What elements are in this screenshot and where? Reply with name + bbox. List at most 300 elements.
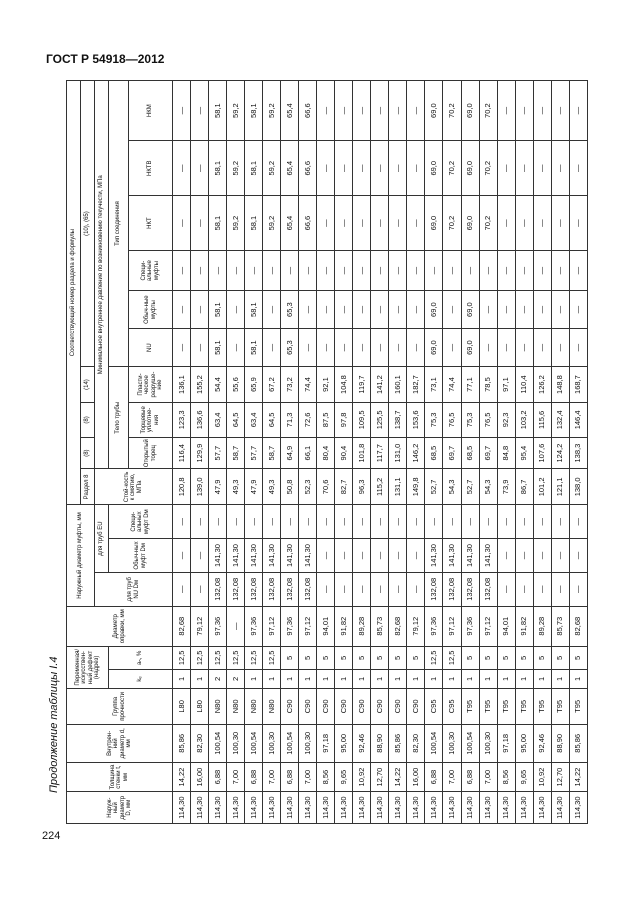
table-cell: 1 (389, 669, 407, 688)
table-cell: — (299, 291, 317, 329)
table-cell: 1 (461, 669, 479, 688)
col-coupling-dia: Наружный диаметр муфты, мм (67, 505, 95, 606)
table-cell: 94,01 (317, 606, 335, 646)
table-cell: — (317, 81, 335, 141)
table-cell: 114,30 (173, 792, 191, 824)
data-table (66, 80, 588, 824)
col-an: aₙ, % (109, 646, 173, 669)
table-cell: 89,28 (353, 606, 371, 646)
table-cell: — (533, 329, 551, 367)
table-cell: — (533, 572, 551, 606)
table-cell: T95 (533, 688, 551, 724)
table-cell: 95,4 (515, 437, 533, 469)
table-cell: 63,4 (245, 402, 263, 437)
table-cell: 58,1 (209, 329, 227, 367)
table-cell: 1 (533, 669, 551, 688)
table-cell: — (407, 291, 425, 329)
table-cell: C90 (335, 688, 353, 724)
table-cell: — (497, 141, 515, 196)
table-cell: 100,54 (461, 724, 479, 762)
table-cell: — (317, 141, 335, 196)
table-cell: 66,6 (299, 81, 317, 141)
table-cell: 69,7 (479, 437, 497, 469)
table-cell: C90 (299, 688, 317, 724)
table-row (515, 81, 533, 824)
table-cell: 146,2 (407, 437, 425, 469)
table-cell: 69,0 (425, 196, 443, 251)
table-cell: 132,08 (263, 572, 281, 606)
table-cell: 1 (173, 669, 191, 688)
table-cell: 82,68 (389, 606, 407, 646)
table-cell: 114,30 (209, 792, 227, 824)
table-cell: 58,1 (209, 141, 227, 196)
table-cell: 136,6 (191, 402, 209, 437)
table-cell: 132,08 (245, 572, 263, 606)
col-f8: (8) (81, 437, 95, 469)
table-cell: — (551, 81, 569, 141)
table-cell: 141,30 (263, 539, 281, 573)
table-cell: 114,30 (461, 792, 479, 824)
table-cell: — (263, 291, 281, 329)
table-cell: 82,68 (173, 606, 191, 646)
table-cell: 97,12 (263, 606, 281, 646)
table-cell: — (515, 539, 533, 573)
table-cell: N80 (227, 688, 245, 724)
table-cell: 64,5 (227, 402, 245, 437)
table-row (551, 81, 569, 824)
table-cell: 7,00 (443, 762, 461, 792)
table-cell: — (335, 81, 353, 141)
table-cell: C90 (317, 688, 335, 724)
table-cell: 9,65 (515, 762, 533, 792)
table-cell: — (497, 251, 515, 291)
table-cell: 71,3 (281, 402, 299, 437)
table-cell: 64,9 (281, 437, 299, 469)
table-cell: 52,3 (299, 469, 317, 505)
table-cell: 103,2 (515, 402, 533, 437)
table-row (389, 81, 407, 824)
table-cell: 97,36 (281, 606, 299, 646)
table-cell: — (263, 329, 281, 367)
table-cell: — (335, 291, 353, 329)
col-sec8: Раздел 8 (81, 469, 95, 505)
col-nkt: НКТ (129, 196, 173, 251)
col-drift: Диаметр оправки, мм (67, 606, 173, 646)
table-cell: 114,30 (335, 792, 353, 824)
table-cell: 6,88 (461, 762, 479, 792)
table-cell: 69,7 (443, 437, 461, 469)
table-cell: — (407, 572, 425, 606)
table-cell: 16,00 (191, 762, 209, 792)
table-cell: 85,86 (569, 724, 587, 762)
table-cell: T95 (569, 688, 587, 724)
table-cell: — (569, 539, 587, 573)
table-cell: 76,5 (443, 402, 461, 437)
table-cell: — (191, 141, 209, 196)
table-cell: — (443, 329, 461, 367)
table-cell: — (335, 141, 353, 196)
table-cell: 114,30 (551, 792, 569, 824)
table-cell: 69,0 (425, 329, 443, 367)
table-cell: 114,30 (317, 792, 335, 824)
col-eu-reg: Обыч-ных муфт Dм (109, 539, 173, 573)
table-cell: 5 (515, 646, 533, 669)
table-cell: — (569, 141, 587, 196)
table-cell: — (371, 291, 389, 329)
table-cell: — (533, 141, 551, 196)
table-cell: 131,0 (389, 437, 407, 469)
table-cell: — (515, 291, 533, 329)
table-cell: 59,2 (227, 81, 245, 141)
table-cell: 55,6 (227, 367, 245, 403)
table-cell: 115,6 (533, 402, 551, 437)
table-cell: — (191, 196, 209, 251)
table-cell: 70,2 (443, 81, 461, 141)
table-cell: 1 (425, 669, 443, 688)
table-cell: 116,4 (173, 437, 191, 469)
table-cell: 148,8 (551, 367, 569, 403)
table-cell: — (245, 505, 263, 539)
table-cell: C95 (425, 688, 443, 724)
table-cell: — (479, 329, 497, 367)
table-cell: 1 (281, 669, 299, 688)
table-cell: 97,1 (497, 367, 515, 403)
table-cell: 80,4 (317, 437, 335, 469)
table-cell: 132,08 (425, 572, 443, 606)
table-cell: — (389, 505, 407, 539)
table-cell: — (173, 291, 191, 329)
table-cell: 114,30 (227, 792, 245, 824)
table-cell: 6,88 (281, 762, 299, 792)
table-cell: — (371, 196, 389, 251)
table-cell: 138,7 (389, 402, 407, 437)
table-cell: — (479, 251, 497, 291)
table-cell: 12,5 (425, 646, 443, 669)
table-cell: 114,30 (479, 792, 497, 824)
table-cell: — (173, 251, 191, 291)
table-cell: — (389, 572, 407, 606)
table-cell: 8,56 (317, 762, 335, 792)
table-cell: 65,4 (281, 196, 299, 251)
table-cell: — (191, 291, 209, 329)
table-cell: 63,4 (209, 402, 227, 437)
table-cell: — (515, 81, 533, 141)
table-cell: — (299, 505, 317, 539)
table-cell: — (569, 251, 587, 291)
table-cell: — (173, 572, 191, 606)
table-cell: — (173, 141, 191, 196)
table-cell: 85,73 (551, 606, 569, 646)
table-cell: 132,08 (479, 572, 497, 606)
table-cell: 74,4 (299, 367, 317, 403)
table-cell: — (317, 505, 335, 539)
table-cell: — (317, 291, 335, 329)
table-cell: 132,08 (281, 572, 299, 606)
table-cell: — (263, 251, 281, 291)
table-cell: 73,2 (281, 367, 299, 403)
table-cell: — (533, 291, 551, 329)
col-nu: для труб NU Dм (95, 572, 173, 606)
table-cell: — (515, 572, 533, 606)
table-cell: — (353, 505, 371, 539)
col-defect: Переменная/ искусствен-ный дефект (надрез) (67, 646, 109, 688)
table-row (281, 81, 299, 824)
table-cell: 12,70 (551, 762, 569, 792)
table-cell: — (353, 141, 371, 196)
table-cell: — (191, 572, 209, 606)
table-cell: 82,68 (569, 606, 587, 646)
table-cell: 14,22 (569, 762, 587, 792)
table-cell: 146,4 (569, 402, 587, 437)
table-cell: 52,7 (461, 469, 479, 505)
table-cell: — (533, 196, 551, 251)
table-cell: 126,2 (533, 367, 551, 403)
table-cell: — (497, 291, 515, 329)
table-cell: 65,9 (245, 367, 263, 403)
table-cell: 92,3 (497, 402, 515, 437)
table-cell: — (551, 505, 569, 539)
table-cell: — (551, 251, 569, 291)
table-row (227, 81, 245, 824)
table-cell: 141,2 (371, 367, 389, 403)
col-pipe-body: Тело трубы (109, 367, 129, 469)
table-cell: 5 (551, 646, 569, 669)
col-inner-dia: Внутрен-ний диаметр d, мм (67, 724, 173, 762)
table-cell: — (173, 81, 191, 141)
table-cell: — (371, 505, 389, 539)
table-cell: — (335, 572, 353, 606)
table-cell: — (569, 81, 587, 141)
table-cell: 70,2 (479, 141, 497, 196)
table-row (245, 81, 263, 824)
table-cell: 132,08 (227, 572, 245, 606)
table-cell: 66,6 (299, 141, 317, 196)
table-cell: — (371, 572, 389, 606)
table-cell: 49,3 (227, 469, 245, 505)
table-cell: 1 (407, 669, 425, 688)
table-row (299, 81, 317, 824)
table-cell: 114,30 (497, 792, 515, 824)
table-cell: 1 (245, 669, 263, 688)
table-cell: 132,08 (461, 572, 479, 606)
table-cell: 12,70 (371, 762, 389, 792)
table-cell: 2 (227, 669, 245, 688)
table-cell: 58,1 (245, 81, 263, 141)
table-cell: 16,00 (407, 762, 425, 792)
table-cell: 69,0 (461, 291, 479, 329)
table-cell: — (173, 539, 191, 573)
table-cell: — (299, 251, 317, 291)
col-plastic: Пласти-ческое разруше-ние (129, 367, 173, 403)
table-cell: 138,0 (569, 469, 587, 505)
table-cell: 77,1 (461, 367, 479, 403)
col-nu-short: NU (129, 329, 173, 367)
table-cell: 66,6 (299, 196, 317, 251)
col-wall: Толщина стенки t, мм (67, 762, 173, 792)
table-cell: 97,8 (335, 402, 353, 437)
table-cell: 5 (335, 646, 353, 669)
table-cell: 101,8 (353, 437, 371, 469)
table-cell: — (335, 539, 353, 573)
table-cell: 100,54 (245, 724, 263, 762)
table-cell: — (461, 251, 479, 291)
col-f10: (10), (65) (81, 81, 95, 367)
table-row (191, 81, 209, 824)
table-cell: 66,1 (299, 437, 317, 469)
table-cell: 168,7 (569, 367, 587, 403)
table-cell: 131,1 (389, 469, 407, 505)
table-cell: 119,7 (353, 367, 371, 403)
page-header: ГОСТ Р 54918—2012 (46, 52, 165, 66)
table-cell: 7,00 (263, 762, 281, 792)
table-cell: — (533, 251, 551, 291)
table-cell: 97,12 (443, 606, 461, 646)
table-row (209, 81, 227, 824)
table-cell: 91,82 (335, 606, 353, 646)
table-cell: 72,6 (299, 402, 317, 437)
table-cell: 58,1 (245, 291, 263, 329)
table-cell: 10,92 (353, 762, 371, 792)
table-cell: 114,30 (245, 792, 263, 824)
table-cell: 78,5 (479, 367, 497, 403)
table-cell: 69,0 (425, 141, 443, 196)
table-cell: 5 (389, 646, 407, 669)
table-cell: 114,30 (407, 792, 425, 824)
table-cell: 1 (443, 669, 461, 688)
col-ke: kₑ (109, 669, 173, 688)
table-cell: 132,08 (299, 572, 317, 606)
table-cell: T95 (551, 688, 569, 724)
table-cell: — (191, 329, 209, 367)
table-cell: — (335, 251, 353, 291)
table-cell: 70,2 (443, 196, 461, 251)
table-cell: — (551, 329, 569, 367)
table-cell: 107,6 (533, 437, 551, 469)
table-cell: — (389, 196, 407, 251)
table-cell: 7,00 (227, 762, 245, 792)
table-cell: 100,54 (209, 724, 227, 762)
table-cell: — (227, 505, 245, 539)
table-cell: 100,54 (425, 724, 443, 762)
table-row (353, 81, 371, 824)
table-cell: 104,8 (335, 367, 353, 403)
table-cell: T95 (515, 688, 533, 724)
table-cell: 88,90 (551, 724, 569, 762)
table-body (173, 81, 588, 824)
table-cell: 54,3 (479, 469, 497, 505)
table-cell: — (353, 539, 371, 573)
table-cell: — (209, 505, 227, 539)
table-cell: C90 (407, 688, 425, 724)
table-cell: 75,3 (425, 402, 443, 437)
table-cell: 94,01 (497, 606, 515, 646)
table-cell: 1 (569, 669, 587, 688)
table-cell: 69,0 (461, 329, 479, 367)
table-cell: 73,1 (425, 367, 443, 403)
table-cell: — (173, 196, 191, 251)
table-cell: — (227, 251, 245, 291)
table-cell: 97,36 (209, 606, 227, 646)
table-cell: 124,2 (551, 437, 569, 469)
table-cell: T95 (479, 688, 497, 724)
table-cell: 10,92 (533, 762, 551, 792)
table-cell: — (191, 81, 209, 141)
table-cell: N80 (263, 688, 281, 724)
table-cell: 141,30 (227, 539, 245, 573)
table-cell: 58,7 (263, 437, 281, 469)
table-cell: 58,1 (209, 81, 227, 141)
table-cell: — (317, 196, 335, 251)
table-cell: C90 (353, 688, 371, 724)
table-cell: 114,30 (299, 792, 317, 824)
table-cell: 70,2 (479, 81, 497, 141)
table-cell: T95 (461, 688, 479, 724)
table-cell: 141,30 (443, 539, 461, 573)
table-cell: — (407, 329, 425, 367)
table-cell: 109,5 (353, 402, 371, 437)
table-cell: — (371, 251, 389, 291)
table-cell: 52,7 (425, 469, 443, 505)
table-cell: 1 (479, 669, 497, 688)
table-cell: 14,22 (173, 762, 191, 792)
table-cell: — (353, 196, 371, 251)
table-cell: 1 (263, 669, 281, 688)
table-cell: — (443, 251, 461, 291)
col-conn-type: Тип соединения (109, 81, 129, 367)
table-cell: 95,00 (335, 724, 353, 762)
table-cell: — (533, 81, 551, 141)
table-cell: — (335, 505, 353, 539)
table-cell: 69,0 (461, 196, 479, 251)
table-cell: 123,3 (173, 402, 191, 437)
table-row (317, 81, 335, 824)
col-f8b: (8) (81, 402, 95, 437)
table-cell: — (551, 539, 569, 573)
table-cell: 57,7 (209, 437, 227, 469)
table-cell: 79,12 (191, 606, 209, 646)
table-cell: 64,5 (263, 402, 281, 437)
table-cell: — (551, 572, 569, 606)
table-cell: 114,30 (263, 792, 281, 824)
table-cell: — (515, 251, 533, 291)
table-cell: 74,4 (443, 367, 461, 403)
table-cell: 114,30 (533, 792, 551, 824)
table-cell: 141,30 (425, 539, 443, 573)
table-cell: — (353, 291, 371, 329)
table-cell: — (389, 251, 407, 291)
table-cell: — (191, 505, 209, 539)
table-cell: 117,7 (371, 437, 389, 469)
table-cell: 129,9 (191, 437, 209, 469)
table-cell: — (479, 291, 497, 329)
table-cell: 92,1 (317, 367, 335, 403)
table-cell: — (497, 329, 515, 367)
table-cell: 69,0 (461, 81, 479, 141)
table-cell: 9,65 (335, 762, 353, 792)
table-cell: — (551, 141, 569, 196)
col-eu-spec: Специ-альных муфт Dм (109, 505, 173, 539)
table-cell: 69,0 (461, 141, 479, 196)
table-cell: — (371, 81, 389, 141)
table-cell: 101,2 (533, 469, 551, 505)
table-cell: C95 (443, 688, 461, 724)
table-cell: — (353, 329, 371, 367)
table-cell: 92,46 (353, 724, 371, 762)
col-eu-spec2: Специ-альные муфты (129, 251, 173, 291)
table-cell: 92,46 (533, 724, 551, 762)
table-cell: 110,4 (515, 367, 533, 403)
table-cell: 67,2 (263, 367, 281, 403)
